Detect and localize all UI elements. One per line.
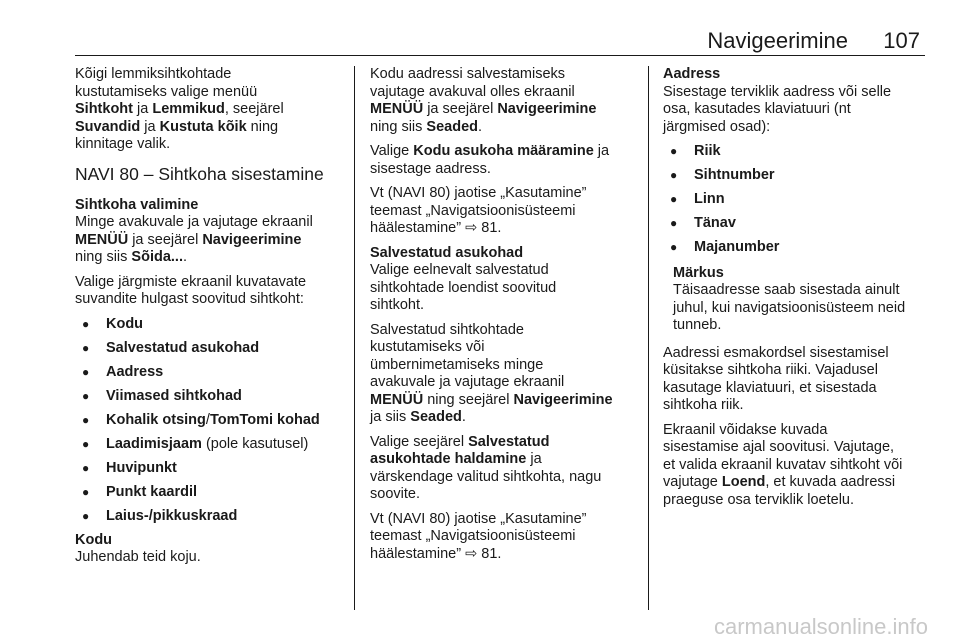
- note-text: Täisaadresse saab sisestada ainult juhul, kui navigatsioonisüsteem neid tunneb.: [673, 282, 906, 333]
- list-item: ● Viimased sihtkohad: [75, 388, 345, 406]
- paragraph: Minge avakuvale ja vajutage ekraanil MENÜÜ ja seejärel Navigeerimine ning siis Sõida....: [75, 214, 313, 265]
- paragraph: Vt (NAVI 80) jaotise „Kasutamine” teemast „Navigatsioonisüsteemi häälestamine” ⇨ 81.: [370, 185, 587, 236]
- column-divider: [648, 66, 649, 610]
- paragraph: Valige järgmiste ekraanil kuvatavate suvandite hulgast soovitud sihtkoht:: [75, 273, 307, 307]
- section-title: NAVI 80 – Sihtkoha sisestamine: [75, 163, 324, 184]
- list-item: ● Linn: [663, 191, 933, 209]
- chapter-title: Navigeerimine: [707, 28, 848, 53]
- list-item: ● Sihtnumber: [663, 167, 933, 185]
- list-item: ● Huvipunkt: [75, 460, 345, 478]
- list-item: ● Laadimisjaam (pole kasutusel): [75, 436, 345, 454]
- paragraph: Vt (NAVI 80) jaotise „Kasutamine” teemast „Navigatsioonisüsteemi häälestamine” ⇨ 81.: [370, 510, 587, 562]
- list-item: ● Riik: [663, 143, 933, 161]
- subsection-title: Sihtkoha valimine: [75, 196, 199, 213]
- paragraph: Ekraanil võidakse kuvada sisestamise ajal soovitusi. Vajutage, et valida ekraanil kuvatav sihtkoht või vajutage Loend, et kuvada aadressi praeguse osa terviklik loetelu.: [663, 421, 903, 508]
- paragraph: Valige Kodu asukoha määramine ja sisestage aadress.: [370, 143, 610, 177]
- paragraph: Salvestatud sihtkohtade kustutamiseks või ümbernimetamiseks minge avakuvale ja vajutage ekraanil MENÜÜ ning seejärel Navigeerimine ja siis Seaded.: [370, 321, 613, 425]
- watermark: carmanualsonline.info: [713, 614, 928, 639]
- subsection-title: Aadress: [663, 66, 721, 82]
- list-item: ● Kohalik otsing/TomTomi kohad: [75, 412, 345, 430]
- column-1: [75, 66, 345, 574]
- paragraph: Juhendab teid koju.: [75, 549, 201, 565]
- column-2: [370, 66, 642, 570]
- column-3: [663, 66, 933, 516]
- subsection-title: Kodu: [75, 531, 113, 548]
- address-parts-list: [663, 143, 933, 257]
- paragraph: Valige seejärel Salvestatud asukohtade haldamine ja värskendage valitud sihtkohta, nagu soovite.: [370, 433, 602, 502]
- list-item: ● Laius-/pikkuskraad: [75, 508, 345, 526]
- column-divider: [354, 66, 355, 610]
- page-number: 107: [883, 28, 920, 53]
- note-box: [673, 265, 933, 335]
- paragraph: Sisestage terviklik aadress või selle osa, kasutades klaviatuuri (nt järgmised osad):: [663, 83, 892, 135]
- list-item: ● Kodu: [75, 316, 345, 334]
- list-item: ● Punkt kaardil: [75, 484, 345, 502]
- list-item: ● Majanumber: [663, 239, 933, 257]
- list-item: ● Salvestatud asukohad: [75, 340, 345, 358]
- list-item: ● Tänav: [663, 215, 933, 233]
- paragraph: Aadressi esmakordsel sisestamisel küsitakse sihtkoha riiki. Vajadusel kasutage klaviatuuri, et sisestada sihtkoha riik.: [663, 344, 889, 413]
- page-header: [0, 28, 960, 58]
- page-reference-icon: ⇨: [465, 545, 478, 562]
- list-item: ● Aadress: [75, 364, 345, 382]
- destination-options-list: [75, 316, 345, 526]
- header-rule: [75, 55, 925, 56]
- paragraph: Kodu aadressi salvestamiseks vajutage avakuval olles ekraanil MENÜÜ ja seejärel Navigeerimine ning siis Seaded.: [370, 66, 597, 135]
- paragraph: Valige eelnevalt salvestatud sihtkohtade loendist soovitud sihtkoht.: [370, 262, 557, 313]
- page-reference-icon: ⇨: [465, 220, 478, 236]
- subsection-title: Salvestatud asukohad: [370, 244, 524, 261]
- paragraph: Kõigi lemmiksihtkohtade kustutamiseks valige menüü Sihtkoht ja Lemmikud, seejärel Suvandid ja Kustuta kõik ning kinnitage valik.: [75, 66, 284, 152]
- note-title: Märkus: [673, 264, 724, 281]
